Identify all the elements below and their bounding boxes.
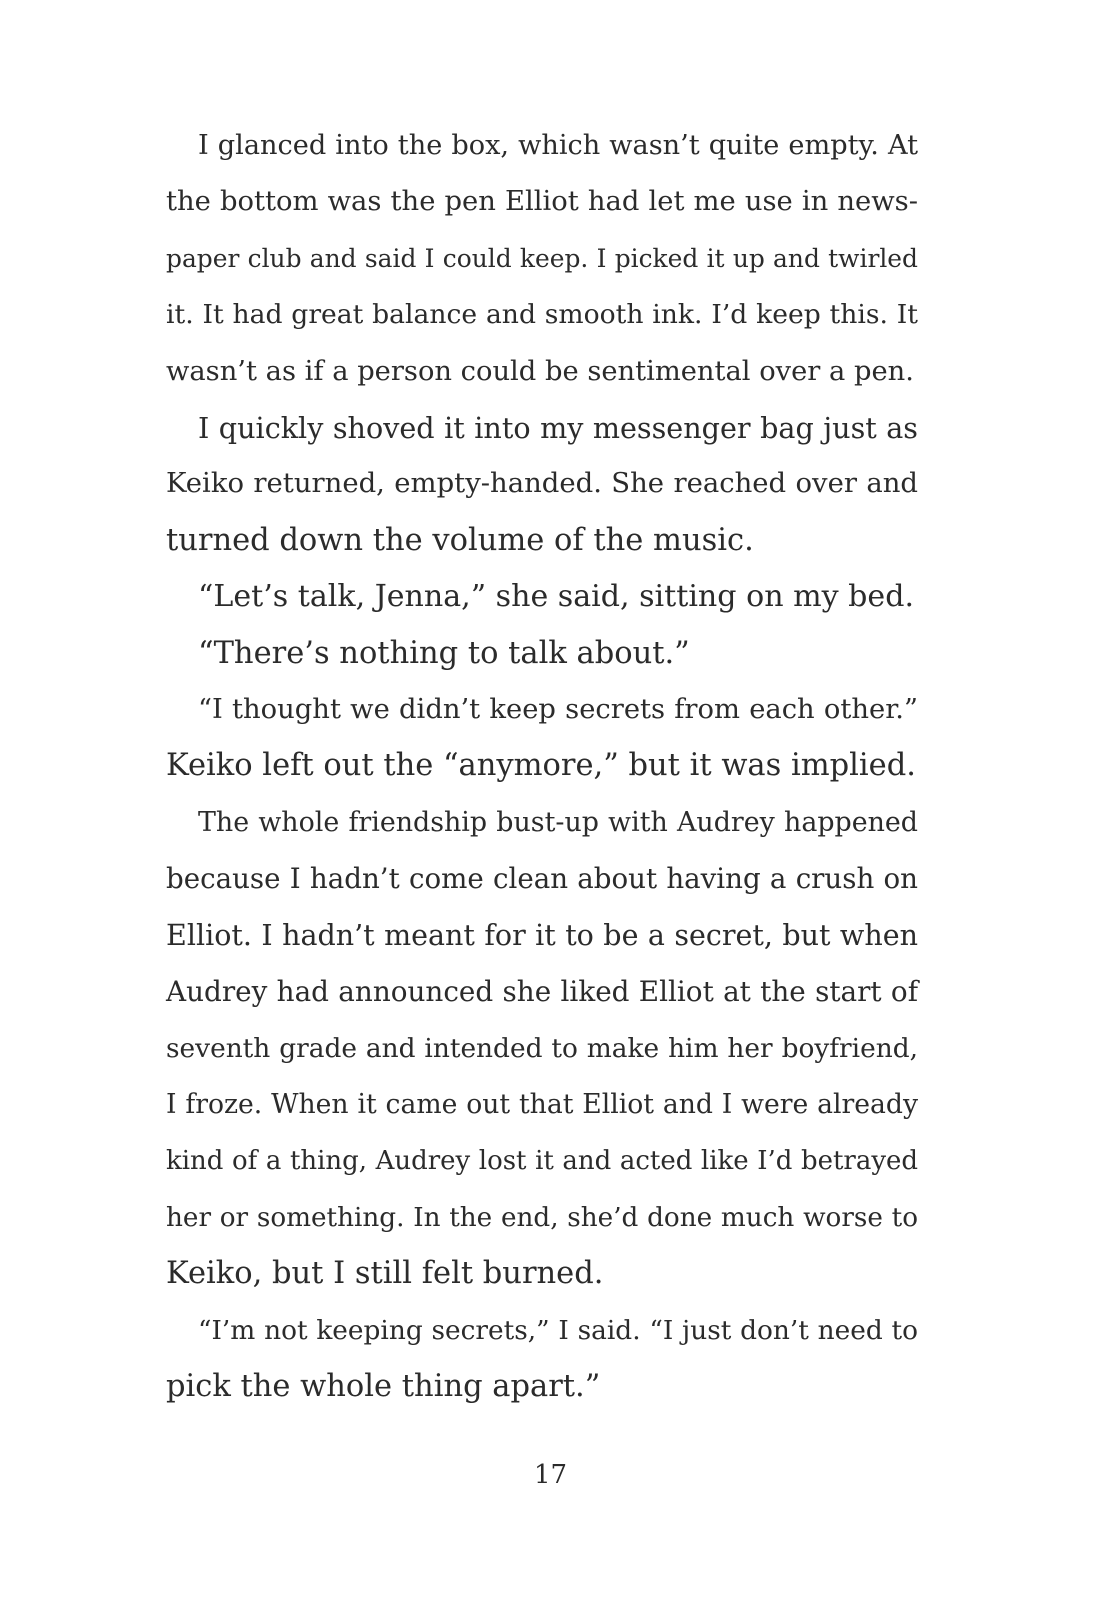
text-line: pick the whole thing apart.” [166, 1368, 601, 1404]
text-line: I quickly shoved it into my messenger bag just as [198, 411, 918, 446]
paragraph-1 [166, 118, 918, 400]
text-line: “I’m not keeping secrets,” I said. “I just don’t need to [198, 1315, 918, 1346]
paragraph-4 [166, 626, 918, 682]
text-line: I froze. When it came out that Elliot and I were already [166, 1088, 918, 1120]
paragraph-2 [166, 400, 918, 569]
text-line: Keiko left out the “anymore,” but it was implied. [166, 748, 916, 784]
page-number: 17 [533, 1460, 568, 1490]
text-line: it. It had great balance and smooth ink. I’d keep this. It [166, 299, 918, 331]
text-line: kind of a thing, Audrey lost it and acted like I’d betrayed [166, 1146, 918, 1177]
text-line: The whole friendship bust-up with Audrey happened [198, 806, 918, 838]
text-line: because I hadn’t come clean about having a crush on [166, 862, 918, 896]
text-line: I glanced into the box, which wasn’t quite empty. At [198, 130, 918, 161]
text-line: paper club and said I could keep. I picked it up and twirled [166, 243, 918, 273]
paragraph-5 [166, 682, 918, 795]
text-line: Elliot. I hadn’t meant for it to be a secret, but when [166, 918, 918, 952]
text-line: Keiko, but I still felt burned. [166, 1256, 604, 1292]
text-line: her or something. In the end, she’d done much worse to [166, 1202, 918, 1233]
text-line: turned down the volume of the music. [166, 522, 754, 558]
text-line: the bottom was the pen Elliot had let me use in news- [166, 186, 918, 218]
paragraph-3 [166, 569, 918, 625]
text-line: “I thought we didn’t keep secrets from each other.” [198, 694, 918, 726]
body-text [166, 118, 918, 1415]
text-line: seventh grade and intended to make him her boyfriend, [166, 1032, 918, 1064]
text-line: wasn’t as if a person could be sentimental over a pen. [166, 355, 914, 387]
paragraph-6 [166, 795, 918, 1303]
paragraph-7 [166, 1303, 918, 1416]
text-line: Audrey had announced she liked Elliot at the start of [166, 975, 918, 1009]
text-line: “There’s nothing to talk about.” [198, 635, 690, 671]
text-line: “Let’s talk, Jenna,” she said, sitting on my bed. [198, 579, 914, 615]
text-line: Keiko returned, empty-handed. She reached over and [166, 468, 918, 500]
